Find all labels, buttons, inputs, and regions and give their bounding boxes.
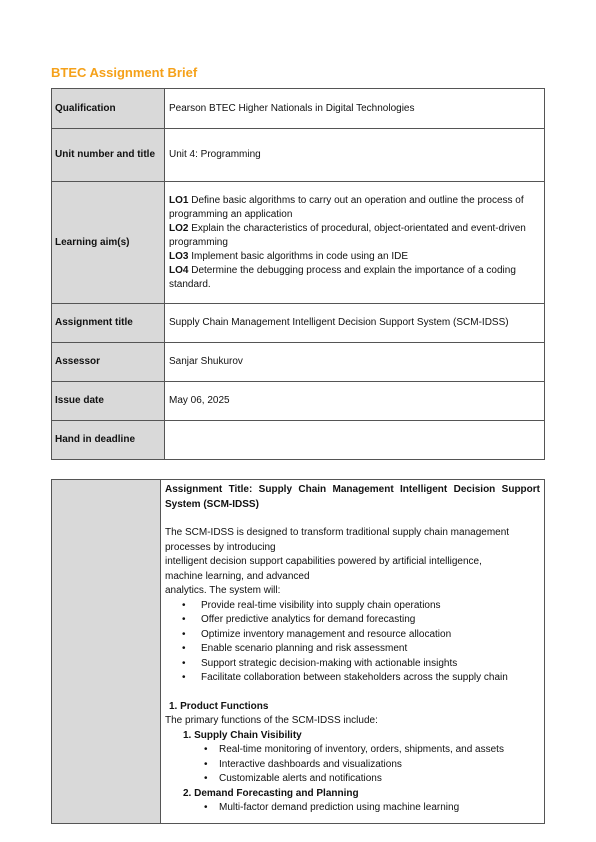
unit-value: Unit 4: Programming xyxy=(165,129,545,182)
assessor-value: Sanjar Shukurov xyxy=(165,343,545,382)
qualification-label: Qualification xyxy=(52,89,165,129)
list-item: • Real-time monitoring of inventory, orders, shipments, and assets xyxy=(165,743,540,758)
intro-line: processes by introducing xyxy=(165,541,276,553)
table-row xyxy=(52,343,545,382)
list-item: • Offer predictive analytics for demand forecasting xyxy=(165,613,540,628)
section-heading: 1. Product Functions xyxy=(169,700,269,712)
assignment-title-label: Assignment title xyxy=(52,304,165,343)
learning-aim-2 xyxy=(169,222,540,250)
list-item: • Facilitate collaboration between stakeholders across the supply chain xyxy=(165,671,540,686)
list-item: • Optimize inventory management and resource allocation xyxy=(165,628,540,643)
table-row xyxy=(52,382,545,421)
subsection-list xyxy=(165,743,540,787)
learning-aim-4 xyxy=(169,264,540,292)
table-row xyxy=(52,129,545,182)
table-row xyxy=(52,421,545,460)
table-row xyxy=(52,304,545,343)
learning-aims-label: Learning aim(s) xyxy=(52,182,165,304)
assignment-title-value: Supply Chain Management Intelligent Decision Support System (SCM-IDSS) xyxy=(165,304,545,343)
objectives-list xyxy=(165,599,540,686)
document-title: BTEC Assignment Brief xyxy=(51,65,198,80)
unit-label: Unit number and title xyxy=(52,129,165,182)
table-row xyxy=(52,89,545,129)
learning-aim-text: Determine the debugging process and explain the importance of a coding standard. xyxy=(169,264,516,290)
learning-aim-3 xyxy=(169,250,540,264)
intro-line: The SCM-IDSS is designed to transform traditional supply chain management xyxy=(165,527,510,538)
intro-line: analytics. The system will: xyxy=(165,585,281,596)
deadline-label: Hand in deadline xyxy=(52,421,165,460)
learning-aims-value xyxy=(165,182,545,304)
subsection-heading: 1. Supply Chain Visibility xyxy=(183,729,302,741)
learning-aim-text: Define basic algorithms to carry out an operation and outline the process of programming an application xyxy=(169,194,524,220)
learning-aim-1 xyxy=(169,194,540,222)
list-item: • Support strategic decision-making with actionable insights xyxy=(165,657,540,672)
learning-aim-code: LO3 xyxy=(169,250,189,262)
learning-aim-text: Explain the characteristics of procedural, object-orientated and event-driven programming xyxy=(169,222,526,248)
learning-aim-text: Implement basic algorithms in code using an IDE xyxy=(188,250,409,262)
assignment-brief-table xyxy=(51,479,545,824)
list-item: • Interactive dashboards and visualizations xyxy=(165,758,540,773)
intro-line: machine learning, and advanced xyxy=(165,570,310,582)
assessor-label: Assessor xyxy=(52,343,165,382)
list-item: • Enable scenario planning and risk assessment xyxy=(165,642,540,657)
issue-date-value: May 06, 2025 xyxy=(165,382,545,421)
list-item: • Multi-factor demand prediction using machine learning xyxy=(165,801,540,816)
list-item: • Provide real-time visibility into supply chain operations xyxy=(165,599,540,614)
brief-label-cell xyxy=(52,480,161,824)
section-intro: The primary functions of the SCM-IDSS include: xyxy=(165,715,378,726)
table-row xyxy=(52,182,545,304)
brief-content-cell xyxy=(161,480,545,824)
subsection-list xyxy=(165,801,540,816)
issue-date-label: Issue date xyxy=(52,382,165,421)
qualification-value: Pearson BTEC Higher Nationals in Digital Technologies xyxy=(165,89,545,129)
deadline-value xyxy=(165,421,545,460)
table-row xyxy=(52,480,545,824)
intro-line: intelligent decision support capabilities powered by artificial intelligence, xyxy=(165,556,482,567)
learning-aim-code: LO1 xyxy=(169,194,189,206)
learning-aim-code: LO4 xyxy=(169,264,189,276)
learning-aim-code: LO2 xyxy=(169,222,189,234)
list-item: • Customizable alerts and notifications xyxy=(165,772,540,787)
assignment-info-table xyxy=(51,88,545,460)
subsection-heading: 2. Demand Forecasting and Planning xyxy=(183,787,359,799)
brief-title: Assignment Title: Supply Chain Management Intelligent Decision Support System (SCM-IDSS) xyxy=(165,484,540,510)
